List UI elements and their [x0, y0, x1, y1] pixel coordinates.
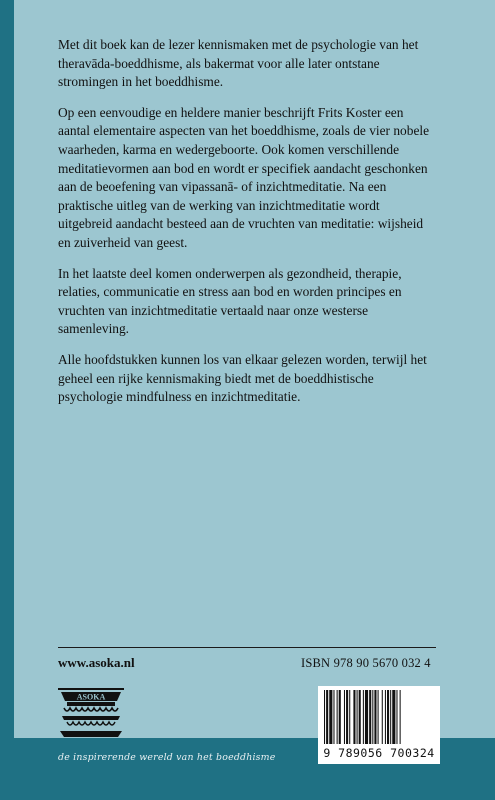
barcode-bar	[349, 690, 350, 744]
barcode-bar	[369, 690, 371, 744]
barcode-bar	[400, 690, 401, 744]
paragraph-3: In het laatste deel komen onderwerpen als gezondheid, therapie, relaties, communicatie en stress aan bod en worden principes en vruchten van inzichtmeditatie vertaald naar onze westerse samenleving.	[58, 265, 402, 337]
barcode-bar	[390, 690, 391, 744]
barcode-bar	[329, 690, 332, 744]
barcode-bar	[378, 690, 379, 744]
paragraph-2: Op een eenvoudige en heldere manier beschrijft Frits Koster een aantal elementaire aspecten van het boeddhisme, zoals de vier nobele waarheden, karma en wedergeboorte. Ook komen verschillende meditatievormen aan bod en wordt er specifiek aandacht geschonken aan de beoefening van vipassanā- of inzichtmeditatie. Na een praktische uitleg van de werking van inzichtmeditatie wordt uitgebreid aandacht besteed aan de vruchten van meditatie: wijsheid en zuiverheid van geest.	[58, 104, 430, 250]
barcode-bar	[333, 690, 334, 744]
logo-wordmark: ASOKA	[76, 692, 106, 702]
barcode-bar	[346, 690, 348, 744]
barcode-bar	[344, 690, 345, 744]
barcode-bar	[385, 690, 386, 744]
paragraph-1: Met dit boek kan de lezer kennismaken met de psychologie van het theravāda-boeddhisme, als bakermat voor alle later ontstane stromingen in het boeddhisme.	[58, 37, 419, 90]
barcode-bar	[374, 690, 376, 744]
isbn-text: ISBN 978 90 5670 032 4	[301, 656, 431, 670]
barcode-bar	[353, 690, 355, 744]
publisher-tagline: de inspirerende wereld van het boeddhisme	[58, 752, 276, 763]
footer-divider	[58, 647, 436, 648]
barcode-bar	[392, 690, 395, 744]
barcode-bar	[363, 690, 364, 744]
barcode-bar	[359, 690, 361, 744]
barcode-bar	[326, 690, 328, 744]
barcode-bar	[396, 690, 397, 744]
blurb	[58, 36, 436, 419]
barcode-bar	[357, 690, 358, 744]
barcode-bar	[387, 690, 389, 744]
barcode-bar	[365, 690, 368, 744]
barcode-bar	[382, 690, 383, 744]
barcode-bar	[337, 690, 338, 744]
asoka-logo-icon	[58, 688, 124, 740]
paragraph-4: Alle hoofdstukken kunnen los van elkaar gelezen worden, terwijl het geheel een rijke kennismaking biedt met de boeddhistische psychologie mindfulness en inzichtmeditatie.	[58, 351, 427, 405]
barcode-number: 9 789056 700324	[323, 746, 435, 760]
website-link[interactable]: www.asoka.nl	[58, 655, 135, 670]
barcode-bars-icon	[318, 686, 440, 748]
barcode-bar	[339, 690, 341, 744]
barcode-bar	[324, 690, 325, 744]
barcode-bar	[372, 690, 373, 744]
